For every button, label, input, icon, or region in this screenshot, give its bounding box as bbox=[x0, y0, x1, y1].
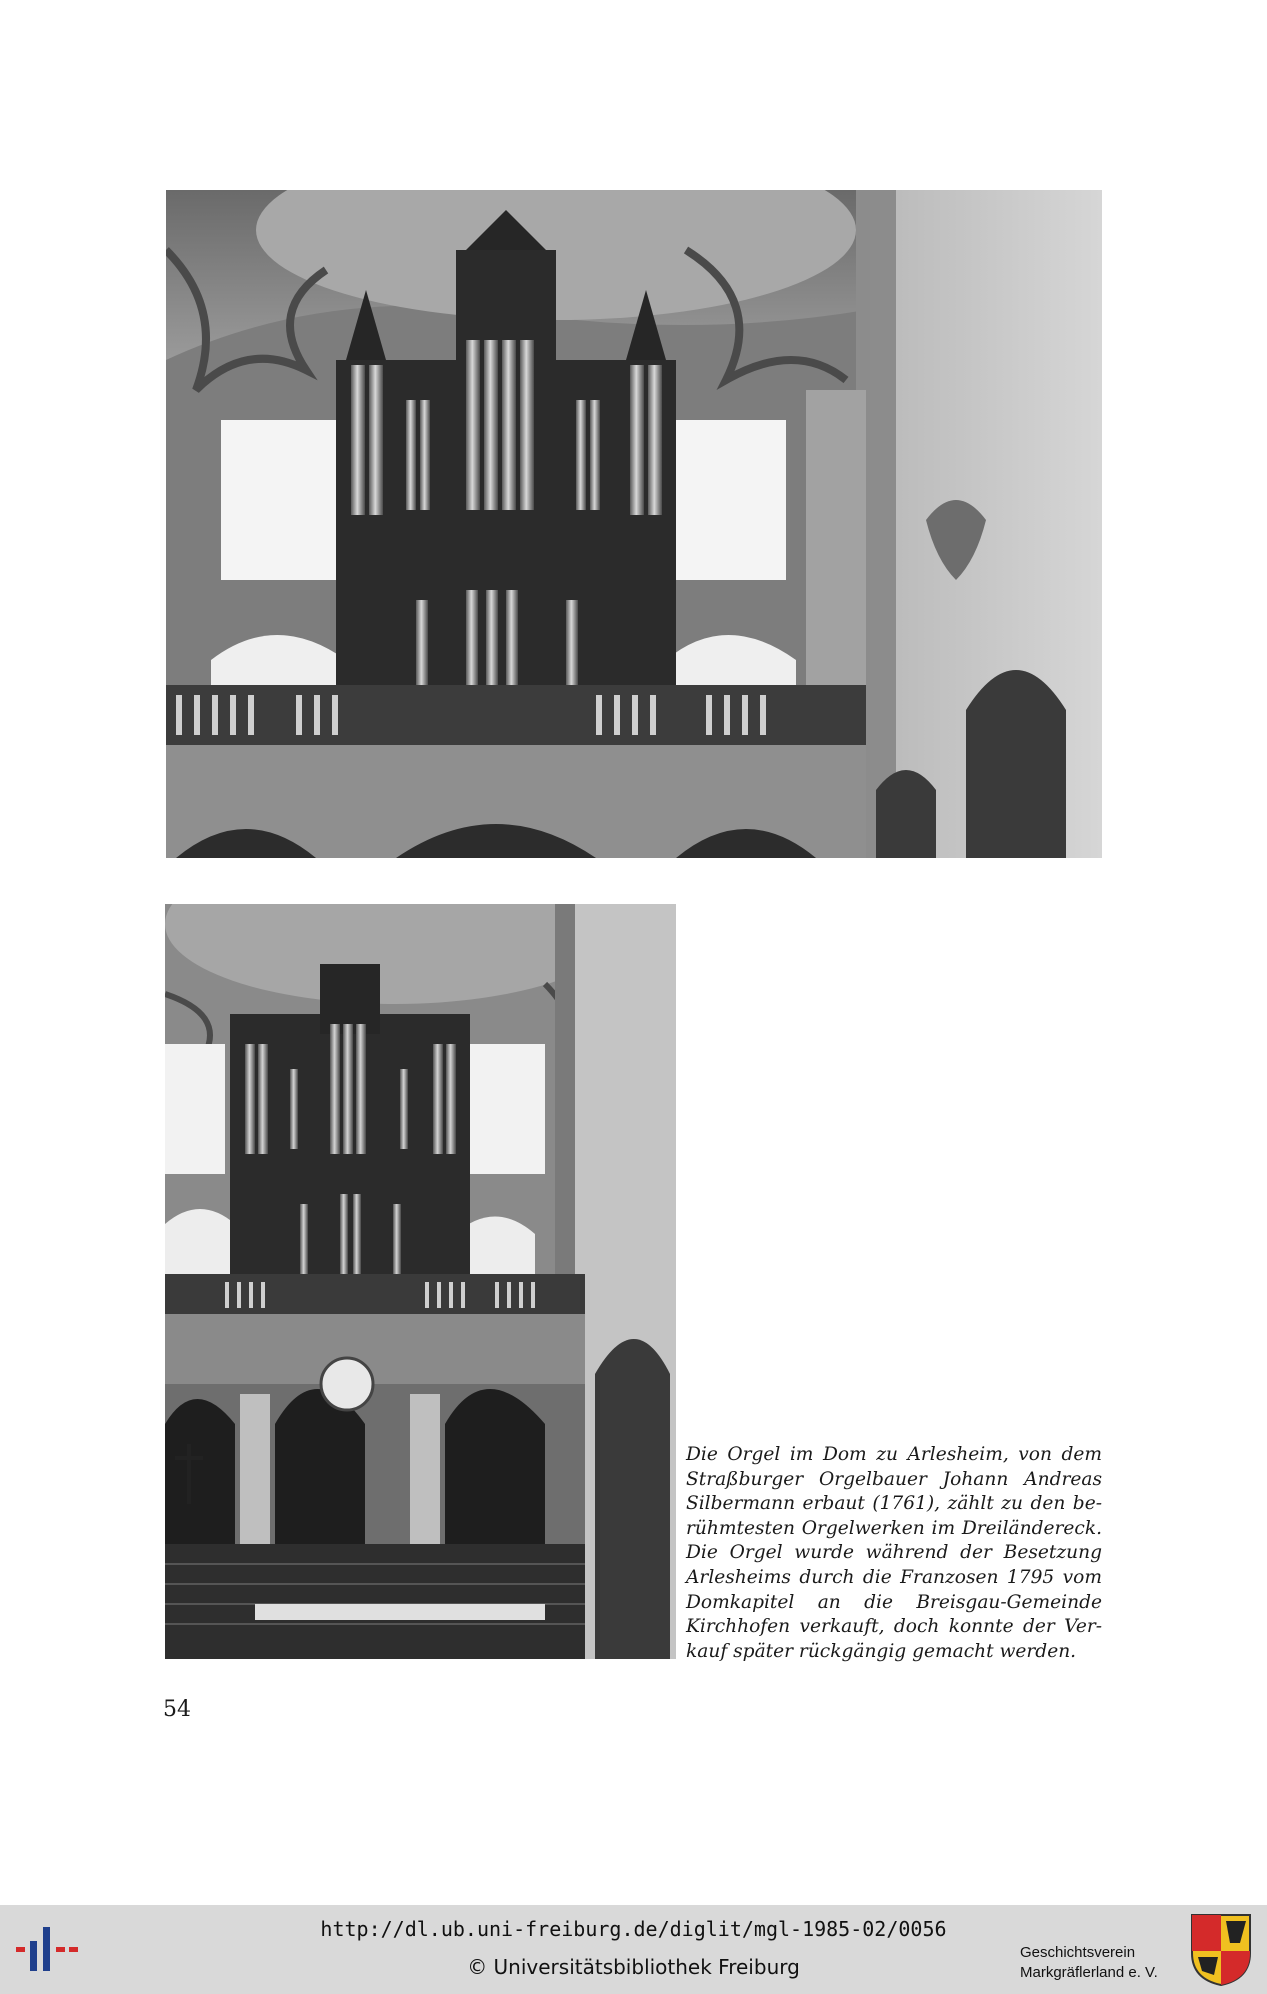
footer-copyright: © Universitätsbibliothek Freiburg bbox=[467, 1955, 800, 1979]
photo-caption bbox=[686, 1443, 1102, 1664]
caption-line: kauf später rückgängig gemacht werden. bbox=[686, 1640, 1077, 1662]
caption-line: Straßburger Orgelbauer Johann Andreas bbox=[686, 1468, 1102, 1490]
society-line: Geschichtsverein bbox=[1020, 1944, 1136, 1961]
caption-line: Domkapitel an die Breisgau-Gemeinde bbox=[686, 1591, 1102, 1613]
photo-organ-gallery bbox=[166, 190, 1102, 858]
caption-line: Arlesheims durch die Franzosen 1795 vom bbox=[686, 1566, 1102, 1588]
coat-of-arms-icon[interactable] bbox=[1190, 1913, 1252, 1987]
caption-line: Die Orgel im Dom zu Arlesheim, von dem bbox=[686, 1444, 1102, 1465]
society-line: Markgräflerland e. V. bbox=[1020, 1964, 1158, 1981]
photo-church-nave bbox=[165, 904, 676, 1659]
caption-line: Die Orgel wurde während der Besetzung bbox=[686, 1542, 1102, 1564]
caption-line: Kirchhofen verkauft, doch konnte der Ver- bbox=[686, 1616, 1102, 1638]
footer-url-link[interactable]: http://dl.ub.uni-freiburg.de/diglit/mgl-1985-02/0056 bbox=[320, 1917, 947, 1941]
footer-society bbox=[1020, 1943, 1180, 1983]
footer-bar bbox=[0, 1905, 1267, 1994]
caption-line: Silbermann erbaut (1761), zählt zu den be- bbox=[686, 1493, 1102, 1515]
page-number: 54 bbox=[163, 1697, 191, 1722]
caption-line: rühmtesten Orgelwerken im Dreiländereck. bbox=[686, 1517, 1102, 1539]
